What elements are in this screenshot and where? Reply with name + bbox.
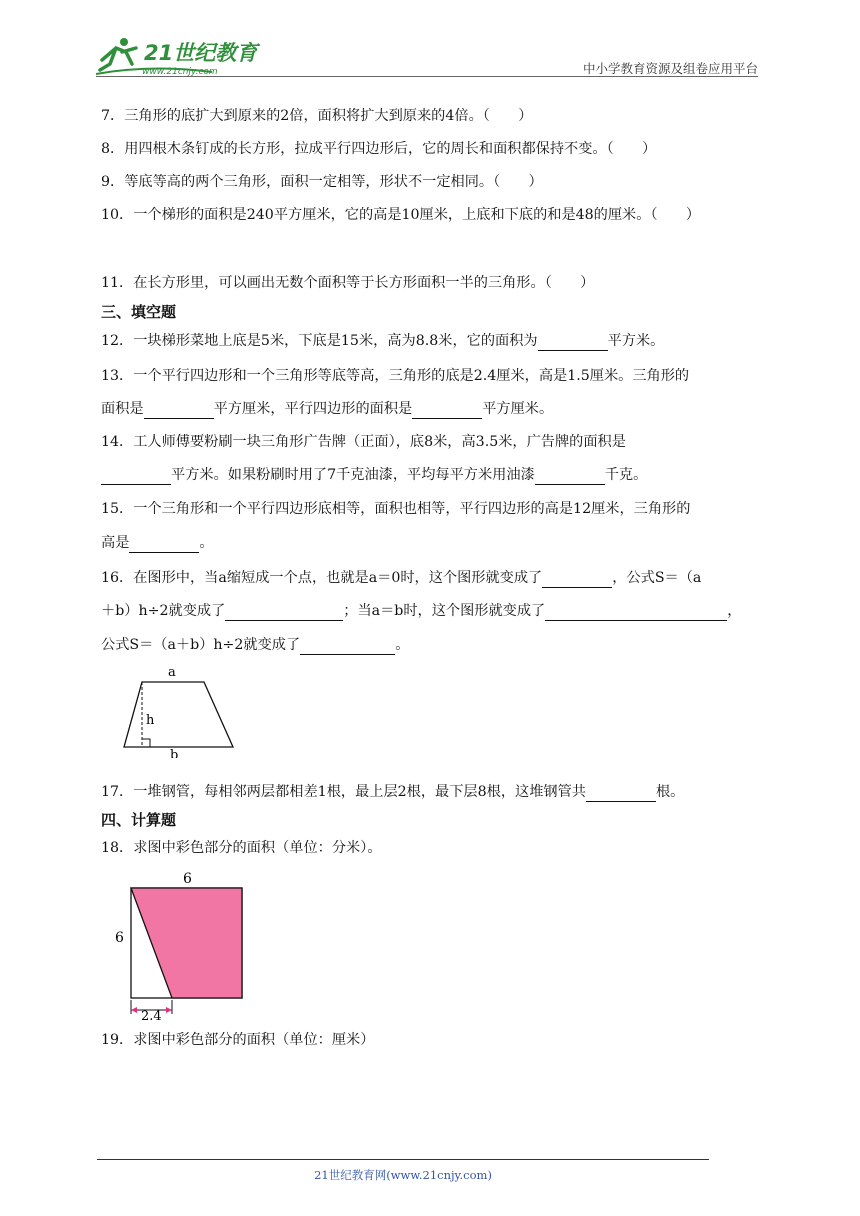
answer-blank[interactable] xyxy=(412,402,482,419)
question-16-text: ，公式S＝（a xyxy=(612,570,702,586)
question-16-text: 公式S＝（a＋b）h÷2就变成了 xyxy=(101,637,301,653)
answer-blank[interactable] xyxy=(535,468,605,485)
label-a: a xyxy=(168,665,176,680)
question-15-text: 。 xyxy=(199,535,214,551)
label-b: b xyxy=(170,748,179,758)
question-13-text: 平方厘米。 xyxy=(482,401,554,417)
answer-blank[interactable] xyxy=(129,536,199,553)
label-bottom-2.4: 2.4 xyxy=(141,1009,162,1024)
question-16-line3 xyxy=(101,635,409,655)
arrow-right-icon xyxy=(166,1007,172,1013)
header-platform-text: 中小学教育资源及组卷应用平台 xyxy=(582,61,758,76)
label-top-6: 6 xyxy=(183,871,192,887)
right-angle-mark xyxy=(142,739,150,747)
trapezoid-shape xyxy=(124,682,233,747)
question-16-text: 16．在图形中，当a缩短成一个点，也就是a＝0时，这个图形就变成了 xyxy=(101,570,543,586)
answer-blank[interactable] xyxy=(225,604,343,621)
answer-blank[interactable] xyxy=(300,638,395,655)
answer-blank[interactable] xyxy=(542,571,612,588)
question-16-line1 xyxy=(101,568,701,588)
section-calc-title: 四、计算题 xyxy=(101,811,177,829)
trapezoid-figure xyxy=(118,662,242,758)
question-9: 9．等底等高的两个三角形，面积一定相等，形状不一定相同。（ ） xyxy=(101,174,543,190)
question-16-text: ；当a＝b时，这个图形就变成了 xyxy=(343,603,546,619)
answer-blank[interactable] xyxy=(586,785,656,802)
answer-blank[interactable] xyxy=(538,334,608,351)
question-15-text: 高是 xyxy=(101,535,130,551)
question-14-line1: 14．工人师傅要粉刷一块三角形广告牌（正面），底8米，高3.5米，广告牌的面积是 xyxy=(101,434,626,450)
question-12 xyxy=(101,331,664,351)
question-15-line2 xyxy=(101,533,214,553)
question-8: 8．用四根木条钉成的长方形，拉成平行四边形后，它的周长和面积都保持不变。（ ） xyxy=(101,141,657,157)
answer-blank[interactable] xyxy=(545,604,727,621)
question-11: 11．在长方形里，可以画出无数个面积等于长方形面积一半的三角形。（ ） xyxy=(101,275,595,291)
header-divider xyxy=(96,76,758,77)
logo-url-text: www.21cnjy.com xyxy=(142,67,218,77)
question-15-line1: 15．一个三角形和一个平行四边形底相等，面积也相等，平行四边形的高是12厘米，三角形的 xyxy=(101,501,691,517)
label-h: h xyxy=(146,713,155,728)
question-12-text: 12．一块梯形菜地上底是5米，下底是15米，高为8.8米，它的面积为 xyxy=(101,333,538,349)
question-16-text: ， xyxy=(727,603,742,619)
question-14-text: 平方米。如果粉刷时用了7千克油漆，平均每平方米用油漆 xyxy=(171,467,535,483)
answer-blank[interactable] xyxy=(101,468,171,485)
shaded-square-figure xyxy=(110,866,250,1024)
question-18: 18．求图中彩色部分的面积（单位：分米）。 xyxy=(101,840,382,856)
logo-main-text: 21世纪教育 xyxy=(144,41,258,65)
question-16-text: 。 xyxy=(395,637,410,653)
question-13-text: 面积是 xyxy=(101,401,144,417)
answer-blank[interactable] xyxy=(144,402,214,419)
label-left-6: 6 xyxy=(115,930,124,946)
arrow-left-icon xyxy=(131,1007,137,1013)
question-7: 7．三角形的底扩大到原来的2倍，面积将扩大到原来的4倍。（ ） xyxy=(101,108,533,124)
footer-divider xyxy=(97,1159,709,1160)
shaded-region xyxy=(131,888,242,998)
footer-text: 21世纪教育网(www.21cnjy.com) xyxy=(314,1168,492,1182)
question-13-line2 xyxy=(101,399,553,419)
question-13-text: 平方厘米，平行四边形的面积是 xyxy=(213,401,413,417)
question-16-line2 xyxy=(101,601,741,621)
question-19: 19．求图中彩色部分的面积（单位：厘米） xyxy=(101,1032,375,1048)
section-fill-title: 三、填空题 xyxy=(101,303,177,321)
question-17-unit: 根。 xyxy=(655,784,685,800)
question-17-text: 17．一堆钢管，每相邻两层都相差1根，最上层2根，最下层8根，这堆钢管共 xyxy=(101,784,586,800)
question-14-line2 xyxy=(101,465,647,485)
question-12-unit: 平方米。 xyxy=(607,333,665,349)
question-16-text: ＋b）h÷2就变成了 xyxy=(101,603,226,619)
site-logo xyxy=(92,34,262,80)
question-17 xyxy=(101,782,684,802)
question-13-line1: 13．一个平行四边形和一个三角形等底等高，三角形的底是2.4厘米，高是1.5厘米。三角形的 xyxy=(101,368,690,384)
question-10: 10．一个梯形的面积是240平方厘米，它的高是10厘米，上底和下底的和是48的厘米。（ ） xyxy=(101,207,701,223)
question-14-text: 千克。 xyxy=(604,467,648,483)
